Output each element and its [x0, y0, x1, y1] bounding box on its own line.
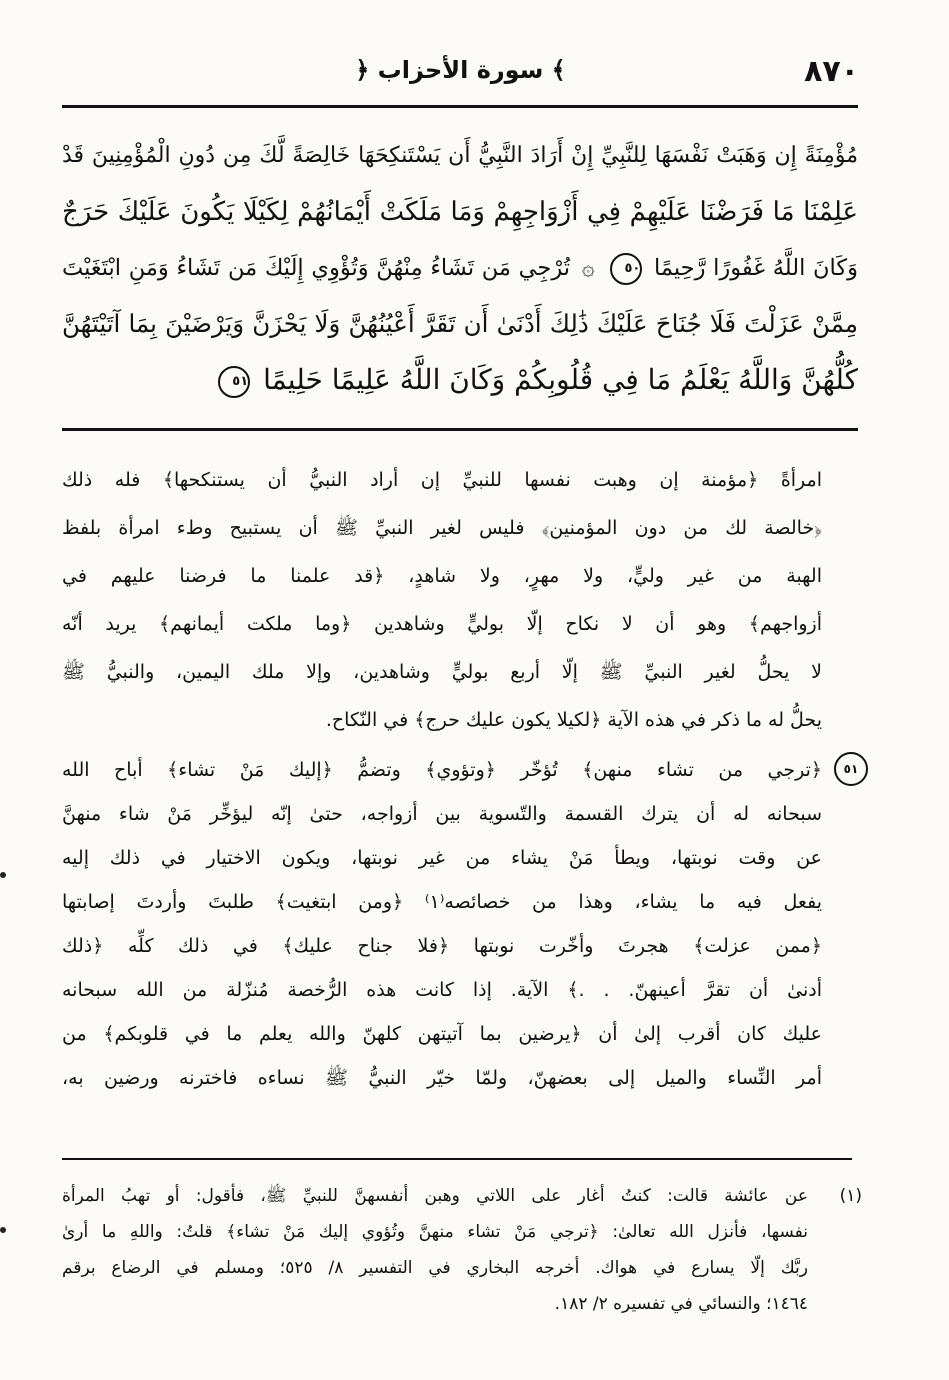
- quran-line: عَلِمْنَا مَا فَرَضْنَا عَلَيْهِمْ فِي أَزْوَاجِهِمْ وَمَا مَلَكَتْ أَيْمَانُهُمْ لِكَيْلَا يَكُونَ عَلَيْكَ حَرَجٌ: [62, 197, 858, 227]
- page-header: [62, 52, 859, 96]
- quran-line: مِمَّنْ عَزَلْتَ فَلَا جُنَاحَ عَلَيْكَ ذَٰلِكَ أَدْنَىٰ أَن تَقَرَّ أَعْيُنُهُنَّ وَلَا يَحْزَنَّ وَيَرْضَيْنَ بِمَا آتَيْتَهُنَّ: [62, 309, 858, 338]
- section-rule: [62, 428, 858, 431]
- tafsir-line: لا يحلُّ لغير النبيِّ ﷺ إلّا أربع بوليٍّ وشاهدين، وإلا ملك اليمين، والنبيُّ ﷺ: [62, 661, 822, 683]
- quran-verse-start: تُرْجِي مَن تَشَاءُ مِنْهُنَّ وَتُؤْوِي إِلَيْكَ مَن تَشَاءُ وَمَنِ ابْتَغَيْتَ: [62, 255, 571, 281]
- tafsir-line: الهبة من غير وليٍّ، ولا مهرٍ، ولا شاهدٍ، ﴿قد علمنا ما فرضنا عليهم في: [62, 565, 822, 587]
- footnote-line: نفسها، فأنزل الله تعالىٰ: ﴿ترجي مَنْ تشاء منهنَّ وتُؤوي إليك مَنْ تشاء﴾ قلتُ: واللهِ ما أرىٰ: [62, 1222, 808, 1242]
- tafsir-line: أدنىٰ أن تقرَّ أعينهنّ. . .﴾ الآية. إذا كانت هذه الرُّخصة مُنزّلة من الله سبحانه: [62, 979, 822, 1001]
- margin-dot: [0, 1227, 6, 1233]
- tafsir-line: امرأةً ﴿مؤمنة إن وهبت نفسها للنبيِّ إن أراد النبيُّ أن يستنكحها﴾ فله ذلك: [62, 469, 822, 491]
- tafsir-line: عليك كان أقرب إلىٰ أن ﴿يرضين بما آتيتهن كلهنّ والله يعلم ما في قلوبكم﴾ من: [62, 1023, 822, 1045]
- quran-line: [62, 240, 858, 296]
- tafsir-line: يفعل فيه ما يشاء، وهذا من خصائصه⁽١⁾ ﴿ومن ابتغيت﴾ طلبتَ وأردتَ إصابتها: [62, 891, 822, 913]
- footnote-rule: [62, 1158, 852, 1160]
- surah-title: ﴿ سورة الأحزاب ﴾: [355, 56, 566, 84]
- ayah-number-51: ٥١: [218, 366, 250, 398]
- tafsir-line: أزواجهم﴾ وهو أن لا نكاح إلّا بوليٍّ وشاهدين ﴿وما ملكت أيمانهم﴾ يريد أنّه: [62, 613, 822, 635]
- footnote-line: ١٤٦٤؛ والنسائي في تفسيره ٢/ ١٨٢.: [554, 1294, 808, 1314]
- tafsir-line: سبحانه له أن يترك القسمة والتّسوية بين أزواجه، حتىٰ إنّه ليؤخِّر مَنْ شاء منهنَّ: [62, 803, 822, 825]
- ayah-number-badge: ٥١: [834, 752, 868, 786]
- tafsir-line: ﴿ترجي من تشاء منهن﴾ تُؤخّر ﴿وتؤوي﴾ وتضمُّ ﴿إليك مَنْ تشاء﴾ أباح الله: [62, 759, 822, 781]
- tafsir-line: ﴿خالصة لك من دون المؤمنين﴾ فليس لغير النبيِّ ﷺ أن يستبيح وطء امرأة بلفظ: [62, 517, 822, 539]
- tafsir-line: عن وقت نوبتها، ويطأ مَنْ يشاء من غير نوبتها، ويكون الاختيار في ذلك إليه: [62, 847, 822, 869]
- footnote-line: عن عائشة قالت: كنتُ أغار على اللاتي وهبن أنفسهنَّ للنبيِّ ﷺ، فأقول: أو تهبُ المرأة: [62, 1186, 808, 1206]
- quran-verse-end: كُلُّهُنَّ وَاللَّهُ يَعْلَمُ مَا فِي قُلُوبِكُمْ وَكَانَ اللَّهُ عَلِيمًا حَلِيمًا: [263, 363, 858, 396]
- tafsir-line: يحلُّ له ما ذكر في هذه الآية ﴿لكيلا يكون عليك حرج﴾ في النّكاح.: [325, 709, 822, 731]
- quran-line: مُؤْمِنَةً إِن وَهَبَتْ نَفْسَهَا لِلنَّبِيِّ إِنْ أَرَادَ النَّبِيُّ أَن يَسْتَنكِحَهَا خَالِصَةً لَّكَ مِن دُونِ الْمُؤْمِنِينَ قَدْ: [62, 143, 858, 168]
- ayah-number-50: ٥٠: [610, 253, 642, 285]
- footnote-line: ربَّك إلّا يسارع في هواك. أخرجه البخاري في التفسير ٨/ ٥٢٥؛ ومسلم في الرضاع برقم: [62, 1258, 808, 1278]
- tafsir-line: أمر النِّساء والميل إلى بعضهنّ، ولمّا خيّر النبيُّ ﷺ نساءه فاخترنه ورضين به،: [62, 1067, 822, 1089]
- page-number: ٨٧٠: [804, 54, 859, 89]
- footnote-number: (١): [839, 1186, 862, 1206]
- header-rule: [62, 105, 858, 108]
- rosette-icon: ۞: [581, 256, 595, 281]
- quran-verse-end: وَكَانَ اللَّهُ غَفُورًا رَّحِيمًا: [654, 255, 858, 281]
- margin-dot: [0, 872, 6, 878]
- quran-line: [62, 352, 858, 408]
- tafsir-line: ﴿ممن عزلت﴾ هجرتَ وأخّرت نوبتها ﴿فلا جناح عليك﴾ في ذلك كلِّه ﴿ذلك: [62, 935, 822, 957]
